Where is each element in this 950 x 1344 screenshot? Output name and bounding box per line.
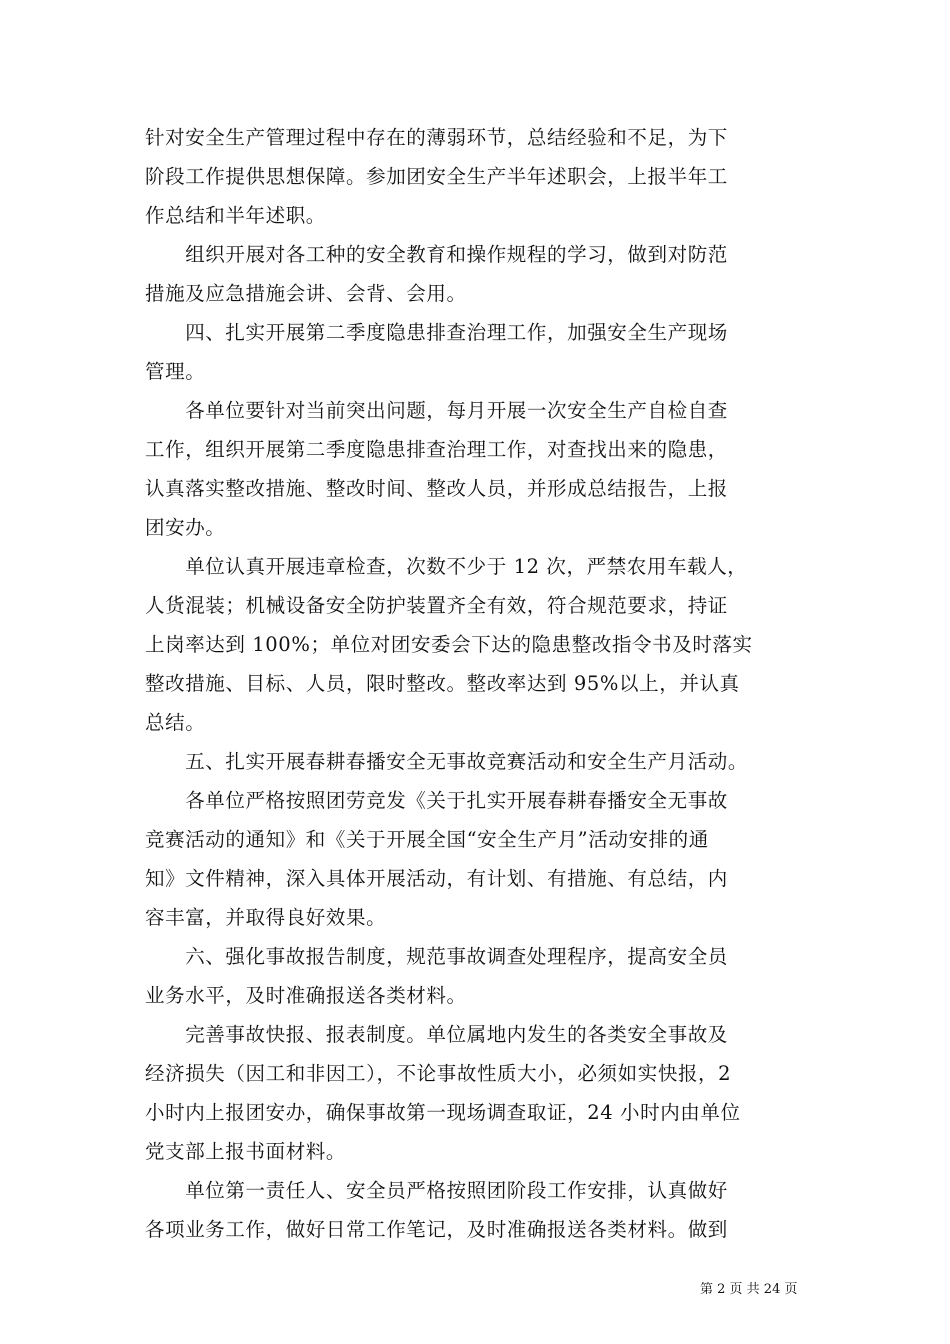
paragraph <box>145 118 813 235</box>
text-line: 知》文件精神，深入具体开展活动，有计划、有措施、有总结，内 <box>145 867 728 890</box>
text-line: 组织开展对各工种的安全教育和操作规程的学习，做到对防范 <box>145 243 728 266</box>
paragraph <box>145 391 813 547</box>
text-line: 团安办。 <box>145 516 226 539</box>
text-line: 单位第一责任人、安全员严格按照团阶段工作安排，认真做好 <box>145 1179 728 1202</box>
text-line: 工作，组织开展第二季度隐患排查治理工作，对查找出来的隐患， <box>145 438 728 461</box>
text-line: 各单位要针对当前突出问题，每月开展一次安全生产自检自查 <box>145 399 728 422</box>
paragraph <box>145 547 813 742</box>
text-line: 人货混装；机械设备安全防护装置齐全有效，符合规范要求，持证 <box>145 594 728 617</box>
text-line: 阶段工作提供思想保障。参加团安全生产半年述职会，上报半年工 <box>145 165 728 188</box>
text-line: 完善事故快报、报表制度。单位属地内发生的各类安全事故及 <box>145 1023 728 1046</box>
document-body <box>145 118 813 1249</box>
paragraph <box>145 1171 813 1249</box>
text-line: 整改措施、目标、人员，限时整改。整改率达到 95%以上，并认真 <box>145 672 740 695</box>
text-line: 上岗率达到 100%；单位对团安委会下达的隐患整改指令书及时落实 <box>145 633 753 656</box>
text-line: 作总结和半年述职。 <box>145 204 326 227</box>
paragraph <box>145 235 813 313</box>
text-line: 认真落实整改措施、整改时间、整改人员，并形成总结报告，上报 <box>145 477 728 500</box>
text-line: 措施及应急措施会讲、会背、会用。 <box>145 282 467 305</box>
text-line: 各单位严格按照团劳竞发《关于扎实开展春耕春播安全无事故 <box>145 789 728 812</box>
text-line: 容丰富，并取得良好效果。 <box>145 906 387 929</box>
text-line: 六、强化事故报告制度，规范事故调查处理程序，提高安全员 <box>145 945 728 968</box>
text-line: 各项业务工作，做好日常工作笔记，及时准确报送各类材料。做到 <box>145 1218 728 1241</box>
text-line: 针对安全生产管理过程中存在的薄弱环节，总结经验和不足，为下 <box>145 126 728 149</box>
text-line: 经济损失（因工和非因工），不论事故性质大小，必须如实快报，2 <box>145 1062 732 1085</box>
page-number: 第 2 页 共 24 页 <box>700 1282 798 1297</box>
text-line: 管理。 <box>145 360 206 383</box>
text-line: 总结。 <box>145 711 206 734</box>
paragraph <box>145 1015 813 1171</box>
text-line: 四、扎实开展第二季度隐患排查治理工作，加强安全生产现场 <box>145 321 728 344</box>
text-line: 竞赛活动的通知》和《关于开展全国“安全生产月”活动安排的通 <box>145 828 709 851</box>
text-line: 小时内上报团安办，确保事故第一现场调查取证，24 小时内由单位 <box>145 1101 741 1124</box>
paragraph <box>145 313 813 391</box>
text-line: 五、扎实开展春耕春播安全无事故竞赛活动和安全生产月活动。 <box>145 750 749 773</box>
text-line: 党支部上报书面材料。 <box>145 1140 347 1163</box>
paragraph <box>145 937 813 1015</box>
paragraph <box>145 781 813 937</box>
text-line: 单位认真开展违章检查，次数不少于 12 次，严禁农用车载人， <box>145 555 748 578</box>
paragraph <box>145 742 813 781</box>
text-line: 业务水平，及时准确报送各类材料。 <box>145 984 467 1007</box>
